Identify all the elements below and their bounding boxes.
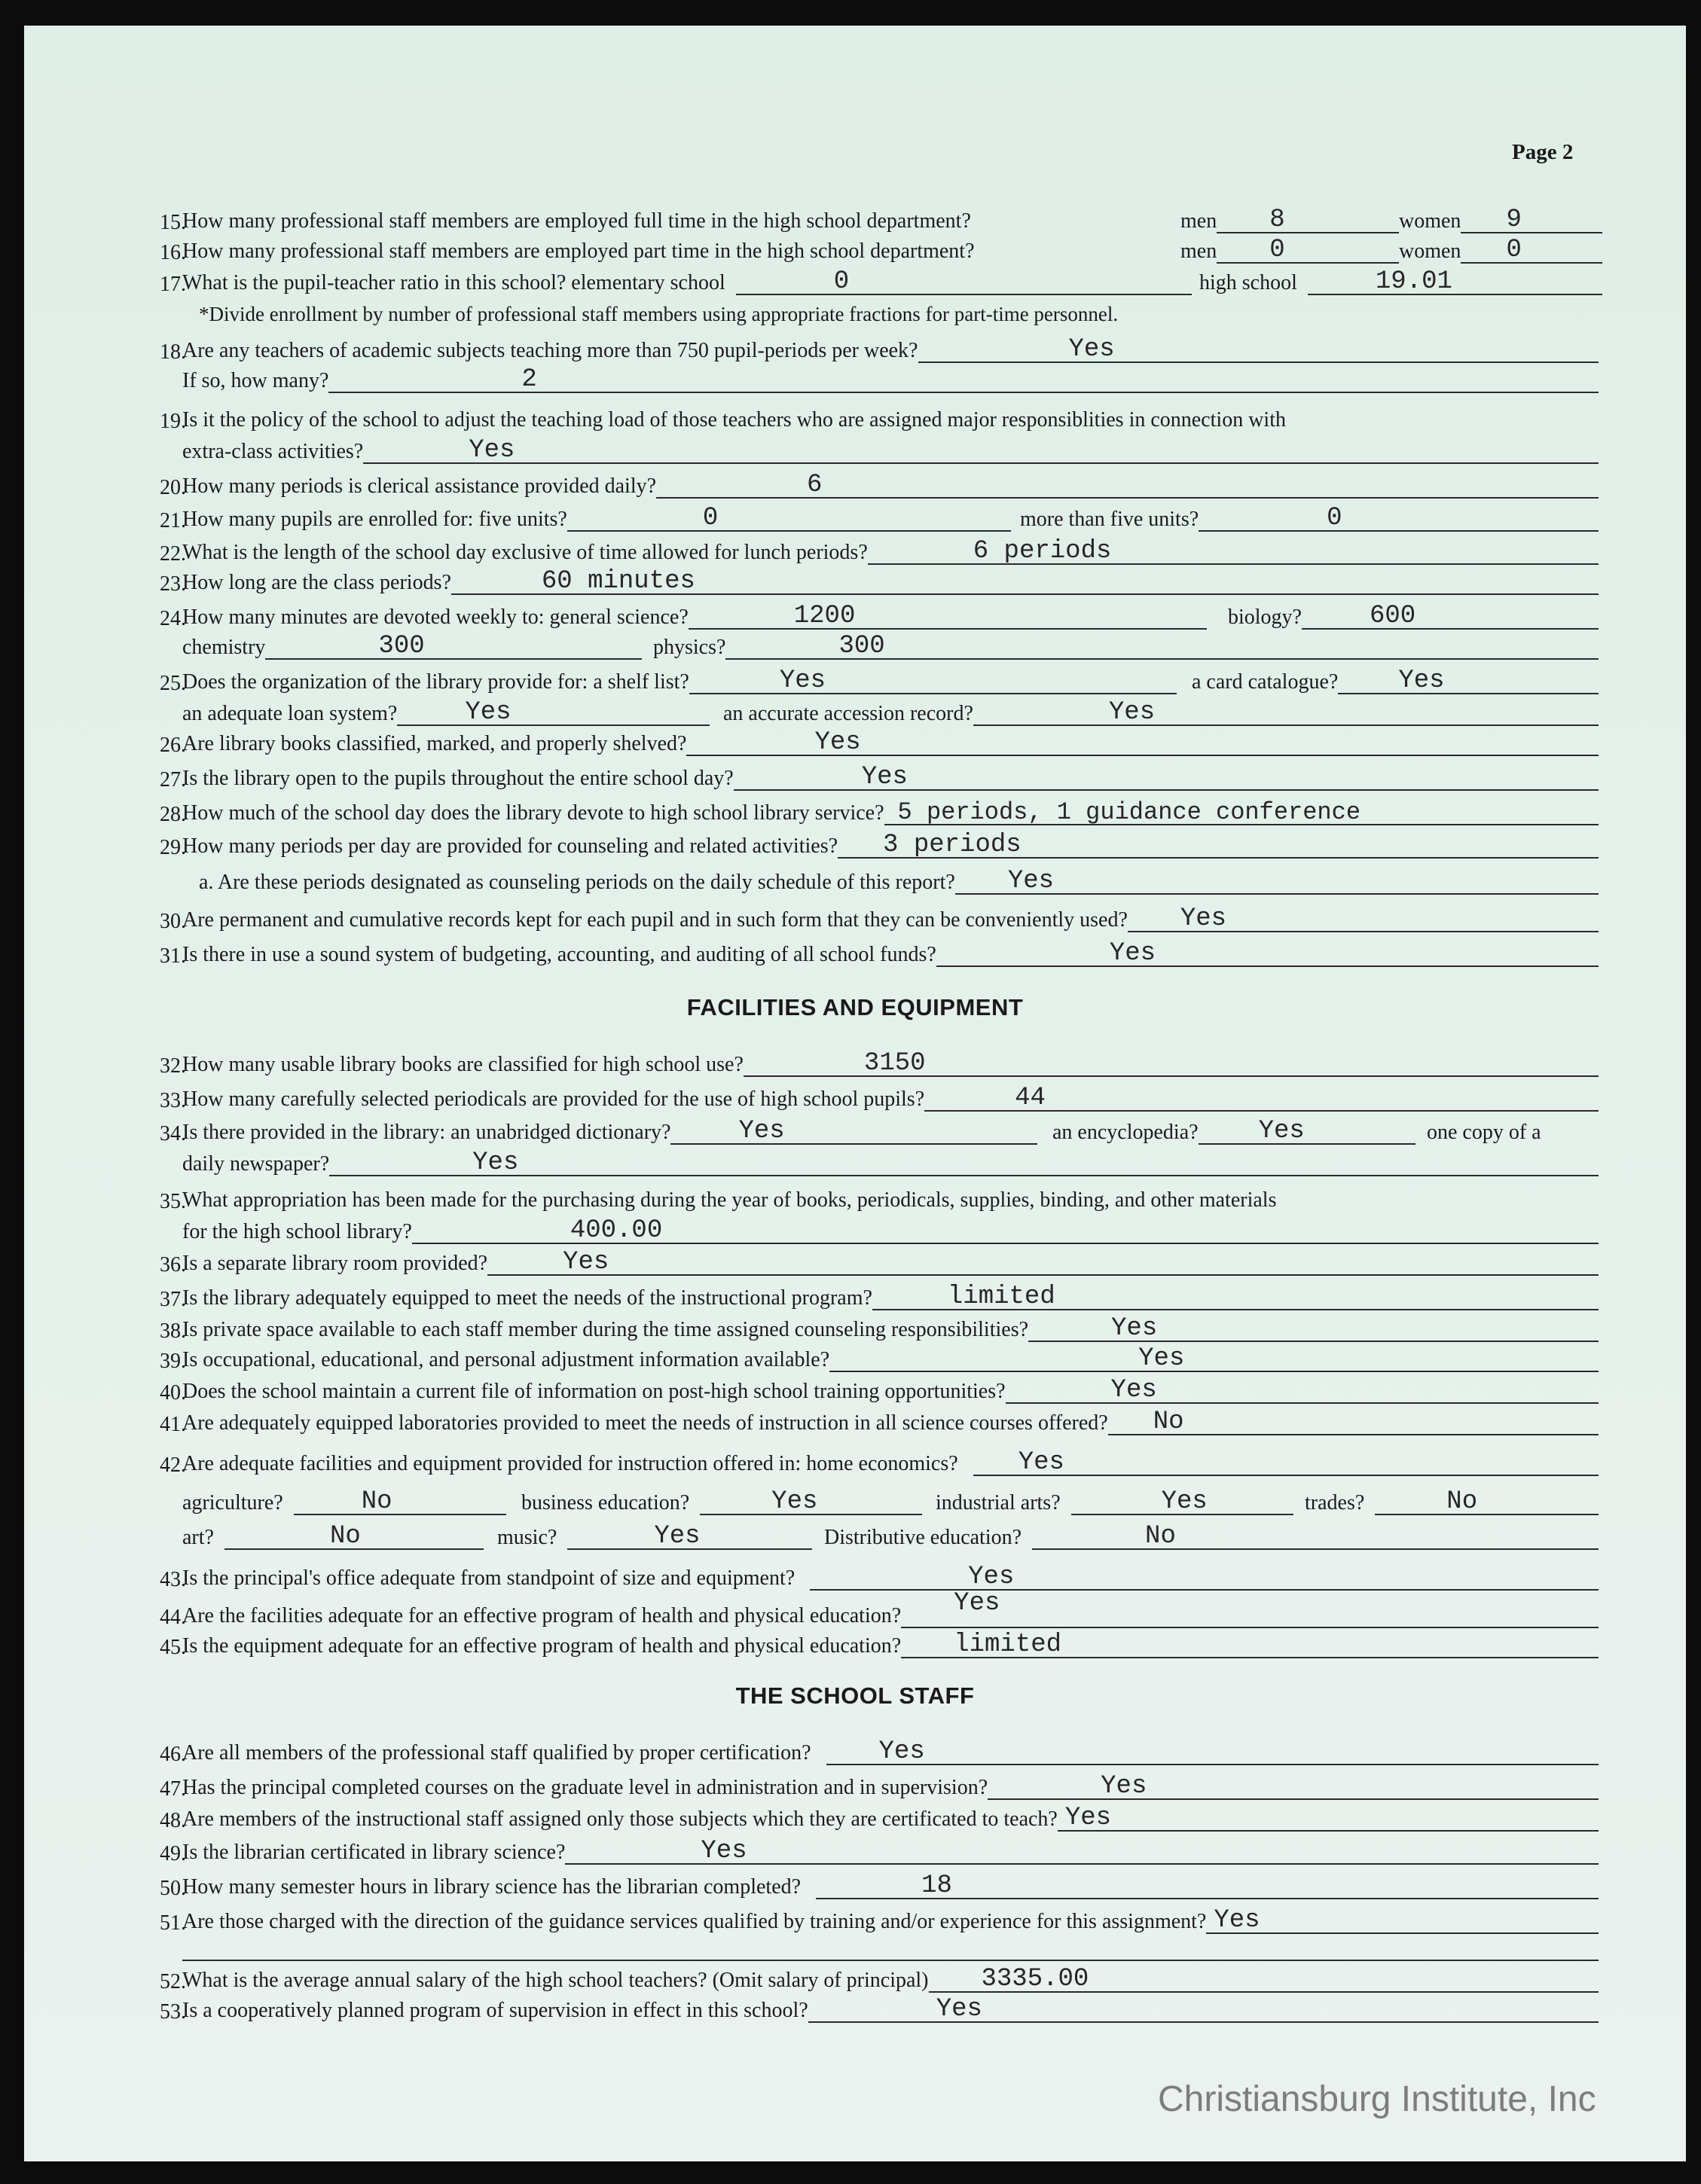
- question-text: Are adequately equipped laboratories provided to meet the needs of instruction in all science courses offered?: [182, 1411, 1108, 1435]
- question-number: 21.: [160, 509, 186, 532]
- question-number: 50.: [160, 1877, 186, 1900]
- answer-field[interactable]: 400.00: [412, 1219, 1599, 1244]
- question-20: [24, 471, 1686, 502]
- question-text: Is the librarian certificated in library science?: [182, 1841, 566, 1864]
- question-50: [24, 1872, 1686, 1902]
- answer-field-general-science[interactable]: 1200: [689, 604, 1207, 630]
- question-number: 22.: [160, 542, 186, 566]
- answer-field-men[interactable]: 8: [1217, 208, 1399, 233]
- question-text: How many professional staff members are employed full time in the high school department?: [182, 209, 971, 233]
- question-text: Has the principal completed courses on the graduate level in administration and in supervision?: [182, 1776, 988, 1799]
- answer-field-music[interactable]: Yes: [567, 1524, 812, 1550]
- question-32: [24, 1050, 1686, 1080]
- question-text: What appropriation has been made for the purchasing during the year of books, periodicals, supplies, binding, and other materials: [182, 1188, 1277, 1212]
- question-text: How long are the class periods?: [182, 571, 451, 594]
- question-number: 37.: [160, 1288, 186, 1311]
- answer-field[interactable]: No: [1108, 1410, 1599, 1435]
- question-17: 17. What is the pupil-teacher ratio in this school? elementary school 0 high school 19.01: [24, 268, 1686, 298]
- question-text: How many minutes are devoted weekly to: general science?: [182, 605, 689, 629]
- question-21: 21. How many pupils are enrolled for: five units? 0 more than five units? 0: [24, 505, 1686, 535]
- question-52: [24, 1966, 1686, 1996]
- answer-field[interactable]: Yes: [1206, 1908, 1599, 1934]
- question-number: 18.: [160, 340, 186, 364]
- question-number: 39.: [160, 1350, 186, 1373]
- question-44: [24, 1589, 1686, 1631]
- question-number: 52.: [160, 1970, 186, 1993]
- answer-field[interactable]: 44: [924, 1086, 1599, 1112]
- question-text: How much of the school day does the library devote to high school library service?: [182, 801, 884, 825]
- question-text: Are any teachers of academic subjects teaching more than 750 pupil-periods per week?: [182, 339, 918, 362]
- question-24: 24. How many minutes are devoted weekly to: general science? 1200 biology? 600: [24, 602, 1686, 633]
- answer-field-physics[interactable]: 300: [725, 634, 1599, 660]
- answer-field-art[interactable]: No: [224, 1524, 484, 1550]
- answer-field[interactable]: Yes: [988, 1774, 1599, 1800]
- question-text: How many semester hours in library science has the librarian completed?: [182, 1875, 802, 1899]
- question-text: Is it the policy of the school to adjust the teaching load of those teachers who are assigned major responsiblities in connection with: [182, 408, 1286, 432]
- answer-field-encyclopedia[interactable]: Yes: [1199, 1119, 1415, 1145]
- answer-field[interactable]: Yes: [918, 337, 1599, 363]
- question-31: [24, 940, 1686, 970]
- section-heading-facilities: FACILITIES AND EQUIPMENT: [686, 994, 1024, 1020]
- answer-field-high-school[interactable]: 19.01: [1308, 270, 1602, 295]
- question-number: 15.: [160, 211, 186, 234]
- watermark: Christiansburg Institute, Inc: [1158, 2079, 1596, 2119]
- question-23: [24, 568, 1686, 598]
- answer-field[interactable]: 3 periods: [838, 833, 1599, 859]
- answer-field-elementary[interactable]: 0: [736, 270, 1192, 295]
- question-text: What is the pupil-teacher ratio in this school? elementary school: [182, 271, 725, 294]
- question-text: Is a cooperatively planned program of supervision in effect in this school?: [182, 1999, 808, 2022]
- question-40: [24, 1377, 1686, 1407]
- question-text: Does the organization of the library provide for: a shelf list?: [182, 670, 689, 694]
- question-36: [24, 1249, 1686, 1279]
- question-text: What is the average annual salary of the high school teachers? (Omit salary of principal): [182, 1969, 929, 1992]
- answer-field-biology[interactable]: 600: [1302, 604, 1599, 630]
- question-30: [24, 905, 1686, 935]
- question-45: [24, 1631, 1686, 1661]
- answer-field-designated[interactable]: Yes: [955, 869, 1599, 895]
- answer-field-men[interactable]: 0: [1217, 238, 1399, 264]
- answer-field-industrial-arts[interactable]: Yes: [1071, 1490, 1293, 1515]
- answer-field[interactable]: 6 periods: [868, 539, 1599, 565]
- answer-field[interactable]: Yes: [734, 765, 1599, 791]
- question-number: 23.: [160, 572, 186, 596]
- question-28: [24, 798, 1686, 828]
- question-number: 26.: [160, 734, 186, 757]
- question-text: How many periods per day are provided for counseling and related activities?: [182, 834, 838, 858]
- answer-field[interactable]: 5 periods, 1 guidance conference: [884, 800, 1599, 825]
- question-41: [24, 1408, 1686, 1438]
- question-48: [24, 1804, 1686, 1835]
- answer-field-chemistry[interactable]: 300: [265, 634, 642, 660]
- answer-field-distributive-education[interactable]: No: [1032, 1524, 1599, 1550]
- question-text: How many periods is clerical assistance provided daily?: [182, 474, 657, 498]
- answer-field[interactable]: Yes: [565, 1839, 1599, 1865]
- question-text: How many pupils are enrolled for: five units?: [182, 508, 567, 531]
- footnote: *Divide enrollment by number of professional staff members using appropriate fractions for part-time personnel.: [199, 303, 1119, 325]
- answer-field-more-units[interactable]: 0: [1199, 506, 1599, 532]
- question-number: 20.: [160, 476, 186, 499]
- question-35: [24, 1185, 1686, 1216]
- question-number: 27.: [160, 768, 186, 792]
- question-number: 43.: [160, 1568, 186, 1591]
- answer-field[interactable]: Yes: [936, 941, 1599, 967]
- question-33: [24, 1084, 1686, 1115]
- question-39: [24, 1345, 1686, 1375]
- question-text: Are those charged with the direction of the guidance services qualified by training and/or experience for this assignment?: [182, 1910, 1207, 1933]
- question-number: 31.: [160, 944, 186, 968]
- question-text: Is private space available to each staff member during the time assigned counseling responsibilities?: [182, 1318, 1029, 1341]
- question-number: 40.: [160, 1381, 186, 1405]
- answer-field[interactable]: limited: [872, 1285, 1599, 1310]
- question-text: Are library books classified, marked, and properly shelved?: [182, 732, 687, 755]
- answer-field[interactable]: 3335.00: [929, 1967, 1599, 1993]
- answer-field[interactable]: Yes: [686, 731, 1599, 756]
- question-number: 44.: [160, 1606, 186, 1629]
- answer-field-trades[interactable]: No: [1375, 1490, 1599, 1515]
- question-text: Is the library open to the pupils throughout the entire school day?: [182, 767, 734, 790]
- answer-field[interactable]: limited: [901, 1633, 1599, 1658]
- question-number: 19.: [160, 410, 186, 433]
- question-18: [24, 336, 1686, 366]
- document-page: Page 2 15. How many professional staff members are employed full time in the high school department? men 8 women 9 16. How many professional staff members are employed part time in the high school department? men 0 women 0 17. What is the pupil-teacher ratio in this school? elementary school 0 high school 19.01 *Divide enrollment by number of professional staff members using appropriate fractions for part-time personnel. 18. Are any teachers of academic subjects teaching more than 750 pupil-periods per week? Yes If so, how many? 2 19. Is it the policy of the school to adjust the teaching load of those teachers who are assigned major responsiblities in connection with extra-class activities? Yes 20. How many periods is clerical assistance provided daily? 6 21. How many pupils are enrolled for: five units? 0 more than five units? 0 22. What is the length of the school day exclusive of time allowed for lunch periods? 6 periods 23. How long are the class periods? 60 minutes 24. How many minutes are devoted weekly to: general science? 1200 biology? 600 chemistry 300 physics? 300 25. Does the organization of the library provide for: a shelf list? Yes a card catalogue? Yes an adequate loan system? Yes an accurate accession record? Yes 26. Are library books classified, marked, and properly shelved? Yes 27. Is the library open to the pupils throughout the entire school day? Yes 28. How much of the school day does the library devote to high school library service? 5 periods, 1 guidance conference 29. How many periods per day are provided for counseling and related activities? 3 periods a. Are these periods designated as counseling periods on the daily schedule of this report? Yes 30. Are permanent and cumulative records kept for each pupil and in such form that they can be conveniently used? Yes 31. Is there in use a sound system of budgeting, accounting, and auditing of all school funds? Yes FACILITIES AND EQUIPMENT 32. How many usable library books are classified for high school use? 3150 33. How many carefully selected periodicals are provided for the use of high school pupils? 44 34. Is there provided in the library: an unabridged dictionary? Yes an encyclopedia? Yes one copy of a daily newspaper? Yes 35. What appropriation has been made for the purchasing during the year of books, periodicals, supplies, binding, and other materials for the high school library? 400.00 36. Is a separate library room provided? Yes 37. Is the library adequately equipped to meet the needs of the instructional program? limited 38. Is private space available to each staff member during the time assigned counseling responsibilities? Yes 39. Is occupational, educational, and personal adjustment information available? Yes 40. Does the school maintain a current file of information on post-high school training opportunities? Yes 41. Are adequately equipped laboratories provided to meet the needs of instruction in all science courses offered? No 42. Are adequate facilities and equipment provided for instruction offered in: home economics? Yes agriculture? No business education? Yes industrial arts? Yes trades? No art? No music? Yes Distributive education? No 43. Is the principal's office adequate from standpoint of size and equipment? Yes 44. Are the facilities adequate for an effective program of health and physical education? Yes 45. Is the equipment adequate for an effective program of health and physical education? limited THE SCHOOL STAFF 46. Are all members of the professional staff qualified by proper certification? Yes 47. Has the principal completed courses on the graduate level in administration and in supervision? Yes 48. Are members of the instructional staff assigned only those subjects which they are certificated to teach? Yes 49. Is the librarian certificated in library science? Yes 50. How many semester hours in library science has the librarian completed? 18 51. Are those charged with the direction of the guidance services qualified by training and/or experience for this assignment? Yes 52. What is the average annual salary of the high school teachers? (Omit salary of principal) 3335.00 53. Is a cooperatively planned program of supervision in effect in this school? Yes Christiansburg Institute, Inc: [24, 26, 1686, 2161]
- question-15: 15. How many professional staff members are employed full time in the high school department? men 8 women 9: [24, 206, 1686, 236]
- answer-field-card-catalogue[interactable]: Yes: [1338, 669, 1599, 694]
- answer-field[interactable]: 18: [816, 1874, 1599, 1899]
- answer-field-accession-record[interactable]: Yes: [973, 700, 1599, 726]
- question-text: How many professional staff members are employed part time in the high school department?: [182, 239, 975, 263]
- answer-field[interactable]: 60 minutes: [451, 569, 1599, 595]
- answer-field-dictionary[interactable]: Yes: [670, 1119, 1037, 1145]
- question-53: [24, 1996, 1686, 2026]
- question-47: [24, 1773, 1686, 1803]
- question-26: [24, 729, 1686, 759]
- question-number: 35.: [160, 1190, 186, 1213]
- question-27: [24, 764, 1686, 794]
- answer-field[interactable]: Yes: [808, 1997, 1599, 2023]
- question-number: 36.: [160, 1253, 186, 1277]
- question-number: 51.: [160, 1911, 186, 1935]
- question-49: [24, 1838, 1686, 1868]
- question-number: 34.: [160, 1122, 186, 1145]
- question-text: Are all members of the professional staff qualified by proper certification?: [182, 1741, 811, 1765]
- question-51: [24, 1907, 1686, 1937]
- answer-field-women[interactable]: 0: [1461, 238, 1602, 264]
- question-text: Is the library adequately equipped to meet the needs of the instructional program?: [182, 1286, 872, 1310]
- answer-field[interactable]: Yes: [1128, 907, 1599, 932]
- question-46: [24, 1738, 1686, 1768]
- answer-field-business-education[interactable]: Yes: [700, 1490, 922, 1515]
- question-text: Is a separate library room provided?: [182, 1252, 488, 1275]
- question-43: [24, 1563, 1686, 1594]
- question-25: 25. Does the organization of the library provide for: a shelf list? Yes a card catalogue? Yes: [24, 667, 1686, 697]
- question-text: Does the school maintain a current file of information on post-high school training opportunities?: [182, 1380, 1006, 1403]
- question-16: 16. How many professional staff members are employed part time in the high school department? men 0 women 0: [24, 236, 1686, 267]
- question-number: 30.: [160, 910, 186, 933]
- page-number: Page 2: [1512, 140, 1574, 164]
- answer-field-how-many[interactable]: 2: [328, 368, 1599, 393]
- section-heading-staff: THE SCHOOL STAFF: [735, 1682, 975, 1709]
- question-text: Are adequate facilities and equipment provided for instruction offered in: home economics?: [182, 1452, 958, 1475]
- answer-field[interactable]: Yes: [901, 1603, 1599, 1628]
- question-number: 38.: [160, 1319, 186, 1343]
- question-number: 53.: [160, 2000, 186, 2024]
- question-text: Are members of the instructional staff assigned only those subjects which they are certificated to teach?: [182, 1807, 1058, 1831]
- question-number: 45.: [160, 1636, 186, 1659]
- question-text: Are permanent and cumulative records kept for each pupil and in such form that they can be conveniently used?: [182, 908, 1128, 932]
- question-number: 17.: [160, 273, 186, 296]
- question-19: [24, 405, 1686, 435]
- answer-field[interactable]: Yes: [363, 438, 1599, 464]
- question-number: 47.: [160, 1777, 186, 1801]
- answer-field-loan-system[interactable]: Yes: [397, 700, 710, 726]
- question-number: 16.: [160, 241, 186, 264]
- answer-field-newspaper[interactable]: Yes: [329, 1151, 1599, 1176]
- question-22: [24, 538, 1686, 568]
- question-number: 33.: [160, 1089, 186, 1112]
- question-37: [24, 1283, 1686, 1313]
- answer-field[interactable]: Yes: [829, 1347, 1599, 1372]
- question-number: 25.: [160, 672, 186, 695]
- question-number: 49.: [160, 1842, 186, 1865]
- question-34: 34. Is there provided in the library: an unabridged dictionary? Yes an encyclopedia? Yes one copy of a: [24, 1118, 1686, 1148]
- answer-field[interactable]: Yes: [1058, 1806, 1599, 1832]
- question-number: 42.: [160, 1453, 186, 1477]
- question-number: 24.: [160, 607, 186, 630]
- question-text: How many usable library books are classified for high school use?: [182, 1053, 744, 1076]
- question-text: Is there in use a sound system of budgeting, accounting, and auditing of all school funds?: [182, 943, 936, 966]
- answer-field[interactable]: 3150: [744, 1051, 1599, 1077]
- answer-field-shelf-list[interactable]: Yes: [689, 669, 1177, 694]
- answer-field[interactable]: Yes: [1006, 1378, 1599, 1404]
- question-number: 28.: [160, 803, 186, 826]
- answer-field-five-units[interactable]: 0: [567, 506, 1011, 532]
- question-text: Is the equipment adequate for an effective program of health and physical education?: [182, 1634, 902, 1658]
- question-text: What is the length of the school day exclusive of time allowed for lunch periods?: [182, 541, 868, 564]
- question-number: 32.: [160, 1054, 186, 1078]
- question-number: 29.: [160, 836, 186, 859]
- answer-field-women[interactable]: 9: [1461, 208, 1602, 233]
- answer-field[interactable]: 6: [656, 473, 1599, 499]
- answer-field[interactable]: Yes: [826, 1740, 1599, 1765]
- answer-field[interactable]: Yes: [1028, 1316, 1599, 1342]
- question-42: [24, 1449, 1686, 1479]
- question-text: Is occupational, educational, and personal adjustment information available?: [182, 1348, 830, 1371]
- answer-field-agriculture[interactable]: No: [294, 1490, 506, 1515]
- question-text: Is there provided in the library: an unabridged dictionary?: [182, 1121, 671, 1144]
- question-number: 46.: [160, 1743, 186, 1766]
- answer-field[interactable]: Yes: [487, 1250, 1599, 1276]
- question-text: Are the facilities adequate for an effective program of health and physical education?: [182, 1604, 902, 1627]
- question-text: How many carefully selected periodicals are provided for the use of high school pupils?: [182, 1087, 925, 1111]
- question-29: [24, 831, 1686, 862]
- answer-field[interactable]: Yes: [810, 1565, 1599, 1591]
- question-38: [24, 1315, 1686, 1345]
- question-text: Is the principal's office adequate from standpoint of size and equipment?: [182, 1566, 796, 1590]
- answer-field-home-economics[interactable]: Yes: [973, 1450, 1599, 1476]
- question-number: 48.: [160, 1809, 186, 1832]
- answer-field-continuation[interactable]: [182, 1935, 1599, 1961]
- question-number: 41.: [160, 1413, 186, 1436]
